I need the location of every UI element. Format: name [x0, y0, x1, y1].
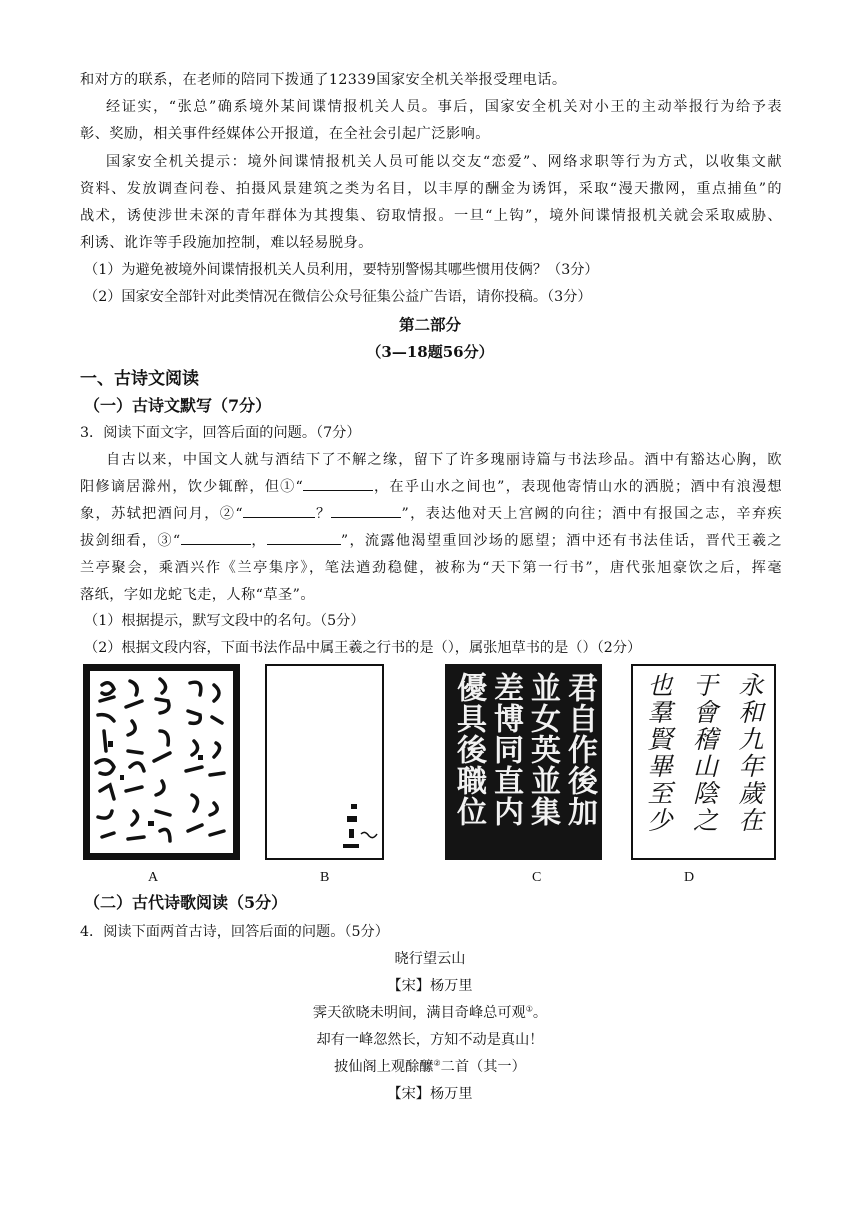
calligraphy-image-b: [265, 664, 384, 860]
answer-blank[interactable]: [331, 517, 401, 518]
calligraphy-image-a: [83, 664, 240, 860]
poem-author: 【宋】杨万里: [387, 978, 473, 994]
passage-line: 战术，诱使涉世未深的青年群体为其搜集、窃取情报。一旦“上钩”，境外间谍情报机关就会采取威胁、: [80, 208, 782, 224]
passage-line: 彰、奖励，相关事件经媒体公开报道，在全社会引起广泛影响。: [80, 126, 490, 142]
question-2-2: （2）国家安全部针对此类情况在微信公众号征集公益广告语，请你投稿。（3分）: [84, 289, 592, 305]
calligraphy-column: 永和九年歲在: [735, 672, 764, 834]
calligraphy-image-c: [445, 664, 602, 860]
calligraphy-column: 差博同直内: [488, 672, 523, 827]
image-caption-b: B: [320, 870, 330, 885]
subsection-heading: （二）古代诗歌阅读（5分）: [84, 893, 288, 912]
section-heading: 一、古诗文阅读: [80, 369, 199, 389]
passage-line-blank-2: 象，苏轼把酒问月，②“ ？ ”，表达他对天上宫阙的向往；酒中有报国之志，辛弃疾: [80, 506, 782, 522]
calligraphy-column: 並女英並集: [525, 672, 560, 827]
passage-line: 利诱、讹诈等手段施加控制，难以轻易脱身。: [80, 235, 373, 251]
passage-line: 自古以来，中国文人就与酒结下了不解之缘，留下了许多瑰丽诗篇与书法珍品。酒中有豁达心胸，欧: [106, 452, 782, 468]
calligraphy-column: 也羣賢畢至少: [644, 672, 673, 834]
answer-blank[interactable]: [243, 517, 315, 518]
calligraphy-column: 于會稽山陰之: [689, 672, 719, 834]
image-caption-c: C: [532, 870, 542, 885]
passage-line: 和对方的联系，在老师的陪同下拨通了12339国家安全机关举报受理电话。: [80, 72, 567, 88]
image-caption-d: D: [684, 870, 695, 885]
passage-line-blank-1: 阳修谪居滁州，饮少辄醉，但①“ ，在乎山水之间也”，表现他寄情山水的洒脱；酒中有浪漫想: [80, 479, 782, 495]
passage-line: 国家安全机关提示：境外间谍情报机关人员可能以交友“恋爱”、网络求职等行为方式，以收集文献: [106, 154, 782, 170]
passage-line: 经证实，“张总”确系境外某间谍情报机关人员。事后，国家安全机关对小王的主动举报行为给予表: [106, 99, 782, 115]
part-two-title: 第二部分: [398, 315, 461, 334]
running-script-columns: [637, 672, 770, 852]
poem-author: 【宋】杨万里: [387, 1086, 473, 1102]
calligraphy-column: 君自作後加: [562, 672, 597, 827]
answer-blank[interactable]: [303, 490, 373, 491]
question-3-title: 3．阅读下面文字，回答后面的问题。（7分）: [80, 425, 361, 441]
seal-marks: [267, 666, 382, 858]
seal-script-columns: [451, 672, 596, 852]
cursive-script-strokes: [90, 671, 233, 853]
passage-line-blank-3: 拔剑细看，③“ ， ”，流露他渴望重回沙场的愿望；酒中还有书法佳话，晋代王羲之: [80, 533, 783, 549]
poem-line: 却有一峰忽然长，方知不动是真山！: [316, 1032, 544, 1048]
passage-line: 兰亭聚会，乘酒兴作《兰亭集序》，笔法遒劲稳健，被称为“天下第一行书”，唐代张旭豪饮之后，挥毫: [80, 560, 782, 576]
poem-title: 披仙阁上观酴醿②二首（其一）: [334, 1058, 526, 1075]
footnote-marker: ①: [525, 1004, 533, 1014]
image-caption-a: A: [148, 870, 159, 885]
calligraphy-column: 優具後職位: [451, 672, 486, 827]
subsection-heading: （一）古诗文默写（7分）: [84, 396, 272, 415]
passage-line: 落纸，字如龙蛇飞走，人称“草圣”。: [80, 587, 315, 603]
poem-line: 霁天欲晓未明间，满目奇峰总可观①。: [312, 1004, 548, 1021]
part-two-subtitle: （3—18题56分）: [366, 343, 494, 361]
question-3-1: （1）根据提示，默写文段中的名句。（5分）: [84, 613, 365, 629]
answer-blank[interactable]: [267, 544, 341, 545]
footnote-marker: ②: [433, 1058, 441, 1068]
passage-line: 资料、发放调查问卷、拍摄风景建筑之类为名目，以丰厚的酬金为诱饵，采取“漫天撒网，重点捕鱼”的: [80, 181, 782, 197]
poem-title: 晓行望云山: [394, 951, 466, 967]
answer-blank[interactable]: [181, 544, 251, 545]
question-2-1: （1）为避免被境外间谍情报机关人员利用，要特别警惕其哪些惯用伎俩？（3分）: [84, 262, 599, 278]
question-3-2: （2）根据文段内容，下面书法作品中属王羲之行书的是（），属张旭草书的是（）（2分）: [84, 640, 642, 656]
calligraphy-image-d: [631, 664, 776, 860]
question-4-title: 4．阅读下面两首古诗，回答后面的问题。（5分）: [80, 924, 389, 940]
